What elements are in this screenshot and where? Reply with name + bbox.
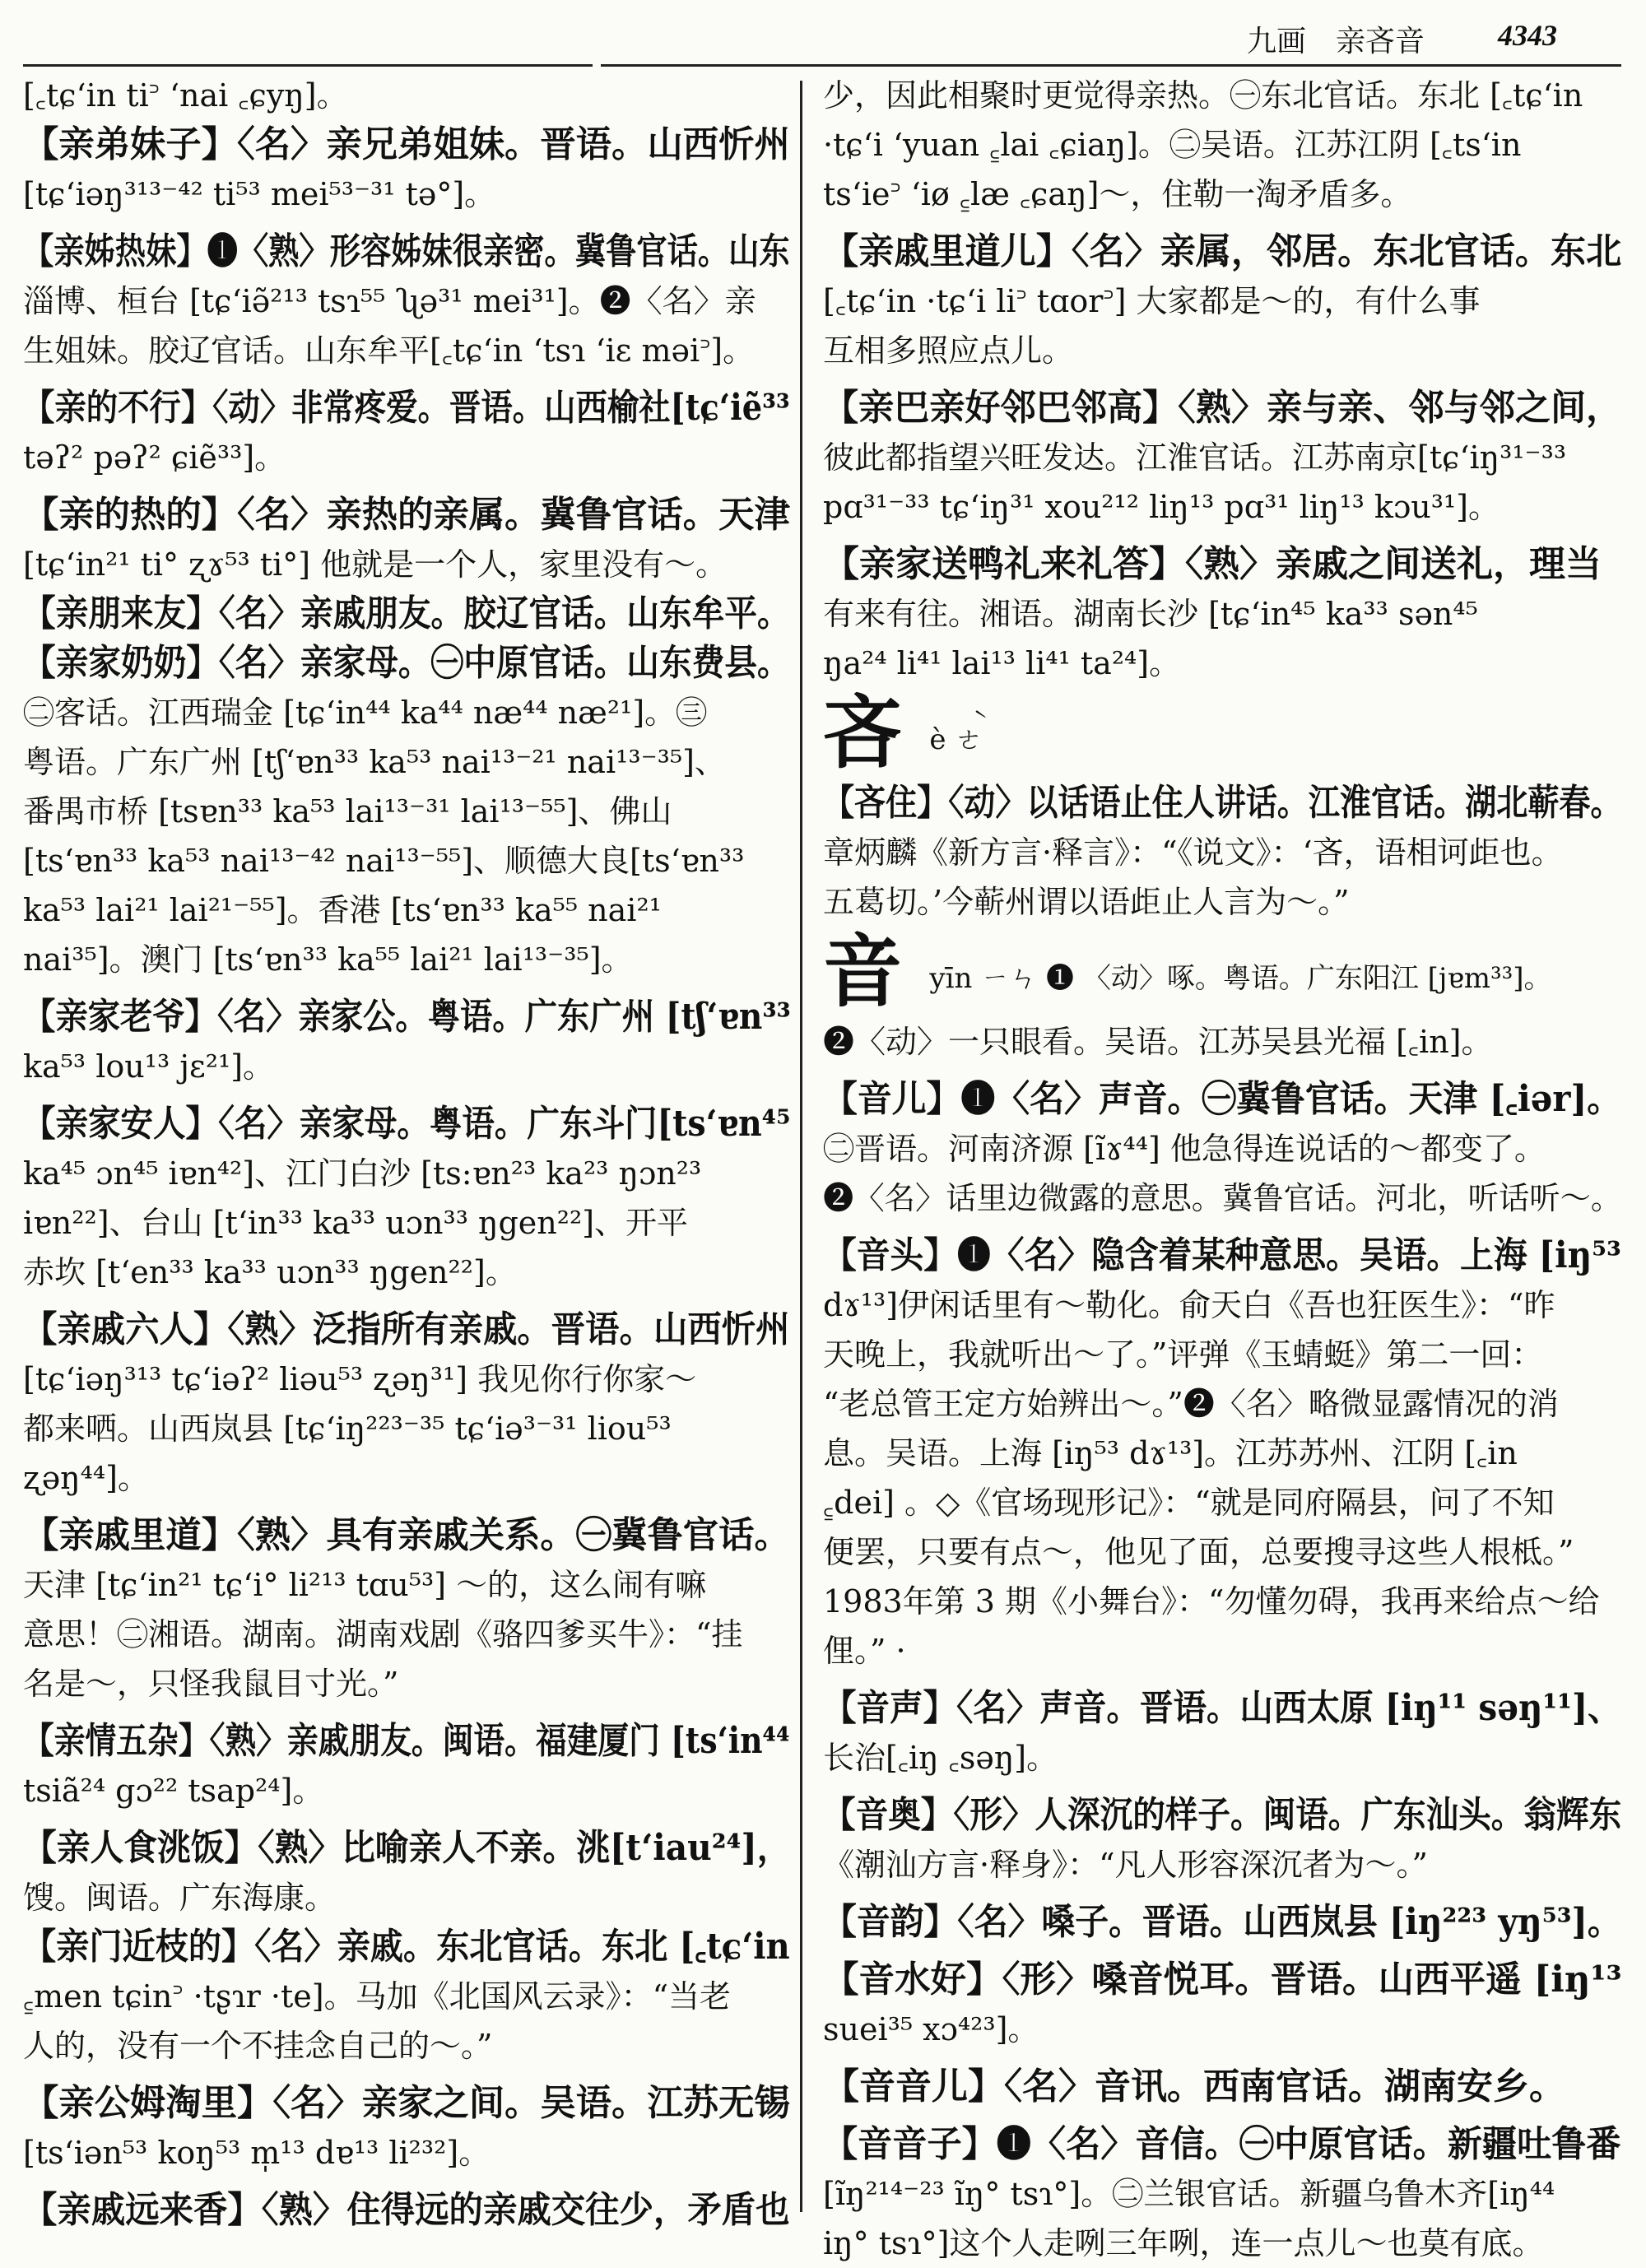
headword-pronunciation: yīn ㄧㄣ ❶ 〈动〉啄。粤语。广东阳江 [jɐm³³]。 [929, 962, 1552, 996]
header-rule-left [23, 64, 593, 67]
entry-text-line: 互相多照应点儿。 [823, 332, 1074, 369]
entry-heading-line: 【亲家奶奶】〈名〉亲家母。㊀中原官话。山东费县。 [23, 642, 790, 684]
headword-block [823, 688, 1621, 778]
entry-heading-line: 【音声】〈名〉声音。晋语。山西太原 [iŋ¹¹ səŋ¹¹]、 [823, 1687, 1621, 1729]
entry-text-line: 五葛切。’今蕲州谓以语歫止人言为～。” [823, 884, 1350, 920]
entry-heading-line: 【亲戚六人】〈熟〉泛指所有亲戚。晋语。山西忻州 [23, 1308, 790, 1350]
entry-text-line: 淄博、桓台 [tɕ‘iə̃²¹³ tsɿ⁵⁵ ʯə³¹ mei³¹]。❷〈名〉亲 [23, 283, 756, 319]
entry-heading-line: 【亲家安人】〈名〉亲家母。粤语。广东斗门[ts‘ɐn⁴⁵ [23, 1103, 791, 1145]
entry-text-line: ㊁客话。江西瑞金 [tɕ‘in⁴⁴ ka⁴⁴ næ⁴⁴ næ²¹]。㊂ [23, 695, 708, 731]
entry-text-line: 馊。闽语。广东海康。 [23, 1880, 337, 1916]
entry-text-line: ㊁晋语。河南济源 [ĩɤ⁴⁴] 他急得连说话的～都变了。 [823, 1131, 1546, 1167]
entry-text-line: 章炳麟《新方言·释言》：“《说文》：‘吝，语相诃歫也。 [823, 834, 1563, 871]
headword-block [823, 927, 1621, 1017]
entry-heading-line: 【音奥】〈形〉人深沉的样子。闽语。广东汕头。翁辉东 [823, 1794, 1622, 1836]
entry-text-line: ❷〈名〉话里边微露的意思。冀鲁官话。河北，听话听～。 [823, 1180, 1622, 1216]
entry-heading-line: 【亲人食洮饭】〈熟〉比喻亲人不亲。洮[t‘iau²⁴]， [23, 1827, 791, 1869]
right-column [823, 71, 1621, 2268]
line-gap [823, 219, 1621, 227]
entry-heading-line: 【亲家送鸭礼来礼答】〈熟〉亲戚之间送礼，理当 [823, 543, 1602, 585]
entry-text-line: 粤语。广东广州 [tʃ‘ɐn³³ ka⁵³ nai¹³⁻²¹ nai¹³⁻³⁵]、 [23, 744, 726, 780]
entry-text-line: [tɕ‘iəŋ³¹³ tɕ‘iəʔ² liəu⁵³ ʐəŋ³¹] 我见你行你家～ [23, 1361, 697, 1397]
column-divider [800, 81, 802, 2212]
entry-heading-line: 【亲家老爷】〈名〉亲家公。粤语。广东广州 [tʃ‘ɐn³³ [23, 996, 791, 1038]
entry-text-line: 生姐妹。胶辽官话。山东牟平[꜀tɕ‘in ‘tsɿ ‘iɛ məi꜄]。 [23, 332, 755, 369]
entry-text-line: iɐn²²]、台山 [t‘in³³ ka³³ uɔn³³ ŋgen²²]、开平 [23, 1205, 689, 1241]
entry-heading-line: 【亲的热的】〈名〉亲热的亲属。冀鲁官话。天津 [23, 494, 790, 536]
entry-text-line: 长治[꜀iŋ ꜀səŋ]。 [823, 1740, 1058, 1776]
line-gap [823, 1782, 1621, 1791]
entry-heading-line: 【亲巴亲好邻巴邻高】〈熟〉亲与亲、邻与邻之间， [823, 387, 1622, 429]
entry-text-line: 《潮汕方言·释身》：“凡人形容深沉者为～。” [823, 1847, 1428, 1883]
line-gap [23, 219, 790, 227]
entry-text-line: 赤坎 [t‘en³³ ka³³ uɔn³³ ŋgen²²]。 [23, 1254, 517, 1290]
line-gap [823, 2054, 1621, 2062]
entry-heading-line: 【亲戚远来香】〈熟〉住得远的亲戚交往少，矛盾也 [23, 2189, 790, 2231]
entry-text-line: pɑ³¹⁻³³ tɕ‘iŋ³¹ xou²¹² liŋ¹³ pɑ³¹ liŋ¹³ kɔu³¹]。 [823, 489, 1500, 525]
entry-heading-line: 【音音儿】〈名〉音讯。西南官话。湖南安乡。 [823, 2066, 1565, 2108]
entry-text-line: təʔ² pəʔ² ɕiẽ³³]。 [23, 439, 286, 476]
line-gap [823, 532, 1621, 540]
line-gap [823, 1889, 1621, 1898]
line-gap [23, 1708, 790, 1717]
entry-text-line: ❷〈动〉一只眼看。吴语。江苏吴县光福 [꜀in]。 [823, 1024, 1493, 1060]
line-gap [23, 1091, 790, 1099]
entry-text-line: 彼此都指望兴旺发达。江淮官话。江苏南京[tɕ‘iŋ³¹⁻³³ [823, 439, 1567, 476]
line-gap [23, 984, 790, 992]
line-gap [23, 2177, 790, 2186]
line-gap [823, 1067, 1621, 1075]
entry-heading-line: 【亲姊热妹】❶〈熟〉形容姊妹很亲密。冀鲁官话。山东 [23, 230, 790, 272]
headword-character: 吝 [823, 686, 902, 779]
entry-text-line: 1983年第 3 期《小舞台》：“勿懂勿碍，我再来给点～给 [823, 1583, 1600, 1620]
entry-heading-line: 【亲戚里道】〈熟〉具有亲戚关系。㊀冀鲁官话。 [23, 1514, 790, 1556]
entry-text-line: 意思！㊁湘语。湖南。湖南戏剧《骆四爹买牛》：“挂 [23, 1616, 743, 1652]
entry-heading-line: 【亲门近枝的】〈名〉亲戚。东北官话。东北 [꜀tɕ‘in [23, 1926, 790, 1968]
headword-character: 音 [823, 925, 902, 1018]
entry-text-line: 俚。” · [823, 1633, 906, 1669]
entry-text-line: 少，因此相聚时更觉得亲热。㊀东北官话。东北 [꜀tɕ‘in [823, 77, 1583, 114]
entry-heading-line: 【亲情五杂】〈熟〉亲戚朋友。闽语。福建厦门 [ts‘in⁴⁴ [23, 1720, 790, 1762]
line-gap [823, 2112, 1621, 2120]
left-column [23, 71, 790, 2235]
entry-text-line: ka⁵³ lou¹³ jɛ²¹]。 [23, 1048, 275, 1085]
entry-text-line: [tɕ‘iəŋ³¹³⁻⁴² ti⁵³ mei⁵³⁻³¹ tə°]。 [23, 176, 496, 212]
entry-text-line: 番禺市桥 [tsɐn³³ ka⁵³ lai¹³⁻³¹ lai¹³⁻⁵⁵]、佛山 [23, 793, 672, 830]
entry-text-line: iŋ° tsɿ°]这个人走咧三年咧，连一点儿～也莫有底。 [823, 2225, 1544, 2261]
headword-pronunciation: è ㄜ̀ [929, 723, 983, 757]
entry-text-line: 天晚上，我就听出～了。”评弹《玉蜻蜓》第二一回： [823, 1336, 1543, 1373]
entry-text-line: nai³⁵]。澳门 [ts‘ɐn³³ ka⁵⁵ lai²¹ lai¹³⁻³⁵]。 [23, 941, 633, 978]
entry-text-line: 天津 [tɕ‘in²¹ tɕ‘i° li²¹³ tɑu⁵³] ～的，这么闹有嘛 [23, 1567, 707, 1603]
entry-text-line: [ts‘ɐn³³ ka⁵³ nai¹³⁻⁴² nai¹³⁻⁵⁵]、顺德大良[ts‘ɐn³³ [23, 843, 745, 879]
entry-text-line: ŋa²⁴ li⁴¹ lai¹³ li⁴¹ ta²⁴]。 [823, 645, 1181, 681]
entry-text-line: 都来哂。山西岚县 [tɕ‘iŋ²²³⁻³⁵ tɕ‘iə³⁻³¹ liou⁵³ [23, 1411, 672, 1447]
entry-text-line: [꜀tɕ‘in ·tɕ‘i li꜄ tɑor꜄] 大家都是～的，有什么事 [823, 283, 1481, 319]
entry-heading-line: 【吝住】〈动〉以话语止住人讲话。江淮官话。湖北蕲春。 [823, 782, 1622, 824]
line-gap [823, 375, 1621, 383]
line-gap [23, 375, 790, 383]
line-gap [823, 1675, 1621, 1684]
entry-text-line: 有来有往。湘语。湖南长沙 [tɕ‘in⁴⁵ ka³³ sən⁴⁵ [823, 596, 1478, 632]
entry-heading-line: 【亲公姆淘里】〈名〉亲家之间。吴语。江苏无锡 [23, 2082, 790, 2124]
page-number: 4343 [1498, 19, 1557, 52]
entry-heading-line: 【音头】❶〈名〉隐含着某种意思。吴语。上海 [iŋ⁵³ [823, 1234, 1621, 1276]
entry-text-line: 便罢，只要有点～，他见了面，总要搜寻这些人根柢。” [823, 1534, 1574, 1570]
entry-text-line: [tɕ‘in²¹ ti° ʐɤ⁵³ ti°] 他就是一个人，家里没有～。 [23, 546, 728, 583]
entry-text-line: ka⁴⁵ ɔn⁴⁵ iɐn⁴²]、江门白沙 [ts:ɐn²³ ka²³ ŋɔn²³ [23, 1155, 702, 1192]
entry-text-line: ꜁men tɕin꜄ ·tʂɿr ·te]。马加《北国风云录》：“当老 [23, 1978, 732, 2015]
line-gap [23, 2070, 790, 2079]
entry-heading-line: 【亲戚里道儿】〈名〉亲属，邻居。东北官话。东北 [823, 230, 1622, 272]
entry-text-line: suei³⁵ xɔ⁴²³]。 [823, 2011, 1039, 2047]
entry-heading-line: 【音音子】❶〈名〉音信。㊀中原官话。新疆吐鲁番 [823, 2123, 1621, 2165]
entry-heading-line: 【亲朋来友】〈名〉亲戚朋友。胶辽官话。山东牟平。 [23, 593, 790, 634]
entry-text-line: [ĩŋ²¹⁴⁻²³ ĩŋ° tsɿ°]。㊁兰银官话。新疆乌鲁木齐[iŋ⁴⁴ [823, 2176, 1555, 2212]
entry-text-line: “老总管王定方始辨出～。”❷〈名〉略微显露情况的消 [823, 1386, 1559, 1422]
entry-text-line: 人的，没有一个不挂念自己的～。” [23, 2028, 493, 2064]
entry-text-line: ·tɕ‘i ‘yuan ꜁lai ꜀ɕiaŋ]。㊁吴语。江苏江阴 [꜀ts‘in [823, 127, 1522, 163]
entry-text-line: 息。吴语。上海 [iŋ⁵³ dɤ¹³]。江苏苏州、江阴 [꜀in [823, 1435, 1518, 1471]
entry-text-line: ʐəŋ⁴⁴]。 [23, 1460, 149, 1496]
entry-text-line: [꜀tɕ‘in ti꜄ ‘nai ꜀ɕyŋ]。 [23, 77, 348, 114]
header-rule-right [601, 64, 1621, 67]
entry-heading-line: 【音儿】❶〈名〉声音。㊀冀鲁官话。天津 [꜀iər]。 [823, 1078, 1622, 1120]
entry-text-line: ts‘ie꜄ ‘iø ꜁læ ꜀ɕaŋ]～，住勒一淘矛盾多。 [823, 176, 1412, 212]
line-gap [23, 1503, 790, 1511]
entry-heading-line: 【亲的不行】〈动〉非常疼爱。晋语。山西榆社[tɕ‘iẽ³³ [23, 387, 790, 429]
entry-heading-line: 【音韵】〈名〉嗓子。晋语。山西岚县 [iŋ²²³ yŋ⁵³]。 [823, 1901, 1621, 1943]
line-gap [823, 1223, 1621, 1231]
entry-text-line: dɤ¹³]伊闲话里有～勒化。俞天白《吾也狂医生》：“昨 [823, 1287, 1555, 1323]
line-gap [23, 482, 790, 490]
entry-heading-line: 【亲弟妹子】〈名〉亲兄弟姐妹。晋语。山西忻州 [23, 123, 790, 165]
entry-text-line: [ts‘iən⁵³ koŋ⁵³ m̩¹³ dɐ¹³ li²³²]。 [23, 2135, 491, 2171]
line-gap [823, 1947, 1621, 1955]
running-header: 九画 亲吝音 [1247, 25, 1425, 58]
line-gap [23, 1297, 790, 1305]
entry-heading-line: 【音水好】〈形〉嗓音悦耳。晋语。山西平遥 [iŋ¹³ [823, 1959, 1622, 2001]
entry-text-line: 名是～，只怪我鼠目寸光。” [23, 1666, 399, 1702]
line-gap [23, 1815, 790, 1824]
entry-text-line: tsiã²⁴ gɔ²² tsap²⁴]。 [23, 1773, 324, 1809]
entry-text-line: ka⁵³ lai²¹ lai²¹⁻⁵⁵]。香港 [ts‘ɐn³³ ka⁵⁵ nai²¹ [23, 892, 662, 928]
entry-text-line: ꜁dei] 。◇《官场现形记》：“就是同府隔县，问了不知 [823, 1485, 1555, 1521]
